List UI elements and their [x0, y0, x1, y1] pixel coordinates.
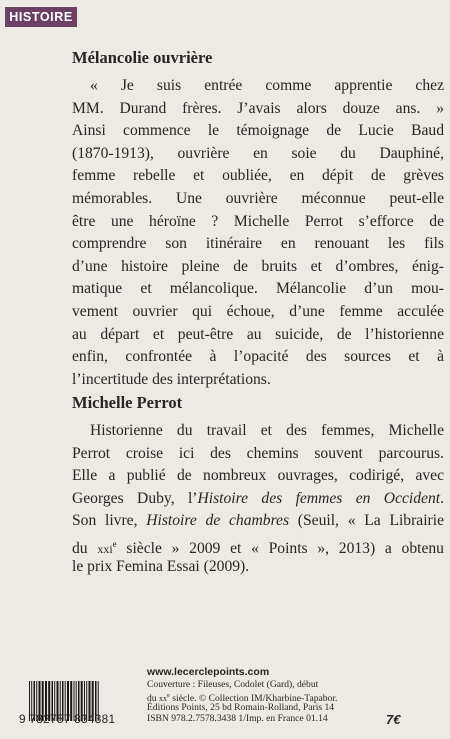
- bio-text: (Seuil, « La Librairie: [289, 512, 444, 530]
- author-bio: [72, 420, 444, 578]
- summary-line: matique et mélancolique. Mélancolie d’un mou-: [72, 280, 444, 298]
- price: 7€: [386, 712, 401, 727]
- summary-line: vement ouvrier qui échoue, d’une femme acculée: [72, 302, 444, 320]
- bio-line: [72, 510, 444, 533]
- summary-line: (1870-1913), ouvrière en soie du Dauphiné,: [72, 144, 444, 162]
- bio-text: siècle » 2009 et « Points », 2013) a obtenu: [116, 540, 444, 558]
- publisher-address: Éditions Points, 25 bd Romain-Rolland, Paris 14: [147, 702, 335, 713]
- summary-line: être une héroïne ? Michelle Perrot s’efforce de: [72, 212, 444, 230]
- summary-line: mémorables. Une ouvrière méconnue peut-elle: [72, 189, 444, 207]
- summary-line: « Je suis entrée comme apprentie chez: [90, 77, 444, 94]
- summary-line: au départ et peut-être au suicide, de l’historienne: [72, 325, 444, 343]
- bio-line: Elle a publié de nombreux ouvrages, codirigé, avec: [72, 467, 444, 485]
- bio-line: Perrot croise ici des chemins souvent parcourus.: [72, 444, 444, 462]
- century-superscript: e: [167, 692, 170, 699]
- book-summary: [72, 75, 444, 391]
- book-title-italic: Histoire des femmes en Occident: [197, 489, 441, 507]
- section-title-book: Mélancolie ouvrière: [72, 48, 213, 67]
- bio-line: le prix Femina Essai (2009).: [72, 557, 250, 575]
- summary-line: femme rebelle et oubliée, en dépit de grèves: [72, 167, 444, 185]
- century-smallcaps: xx: [159, 694, 167, 704]
- summary-line: d’une histoire pleine de bruits et d’ombres, énig-: [72, 257, 444, 275]
- bio-line: [72, 488, 444, 511]
- barcode-digits: 9 782757 834381: [19, 712, 116, 726]
- category-tag: HISTOIRE: [5, 7, 77, 27]
- credit-text: siècle. © Collection IM/Kharbine-Tapabor.: [169, 693, 338, 705]
- summary-line: Ainsi commence le témoignage de Lucie Baud: [72, 122, 444, 140]
- credit-text: du: [147, 693, 159, 705]
- cover-credit-line: Couverture : Fileuses, Codolet (Gard), début: [147, 679, 319, 690]
- book-title-italic: Histoire de chambres: [146, 512, 290, 530]
- summary-line: comprendre son itinéraire en renouant les fils: [72, 235, 444, 253]
- summary-line: enfin, confrontée à l’opacité des sources et à: [72, 348, 444, 366]
- publisher-website: www.lecerclepoints.com: [147, 666, 270, 678]
- bio-text: Son livre,: [72, 512, 147, 530]
- century-smallcaps: xxi: [97, 542, 113, 557]
- bio-line: [72, 533, 444, 556]
- century-superscript: e: [112, 538, 117, 549]
- bio-text: .: [440, 489, 444, 507]
- bio-text: du: [72, 540, 98, 558]
- summary-line: l’incertitude des interprétations.: [72, 370, 271, 388]
- summary-line: MM. Durand frères. J’avais alors douze ans. »: [72, 99, 444, 117]
- bio-line: Historienne du travail et des femmes, Michelle: [90, 422, 444, 439]
- bio-text: Georges Duby, l’: [72, 489, 198, 507]
- section-title-author: Michelle Perrot: [72, 393, 183, 412]
- isbn-line: ISBN 978.2.7578.3438 1/Imp. en France 01.14: [147, 713, 328, 724]
